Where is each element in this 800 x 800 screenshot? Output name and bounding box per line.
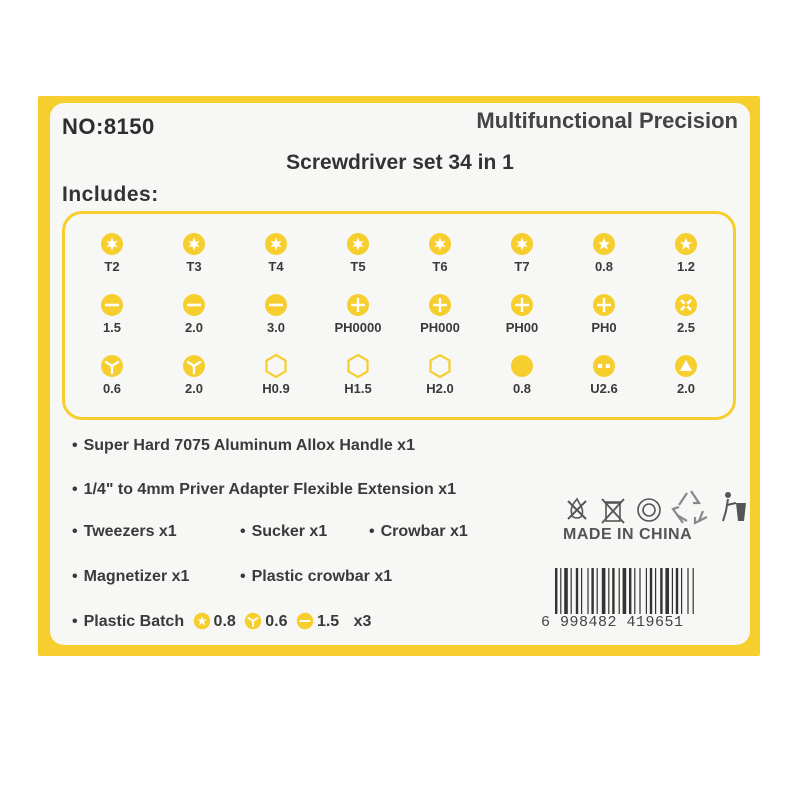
bit-label: T7 [514, 259, 530, 274]
tidyman-icon [718, 489, 750, 527]
torx-icon [346, 232, 370, 256]
bit-item [400, 293, 480, 335]
triangle-icon [674, 354, 698, 378]
batch-quantity: x3 [353, 613, 372, 630]
recycle-icon [669, 487, 713, 527]
bit-label: 1.5 [102, 320, 122, 335]
item-handle [72, 437, 415, 455]
bit-label: T4 [268, 259, 284, 274]
tri-wing-icon [182, 354, 206, 378]
barcode-number: 6 998482 419651 [541, 614, 741, 631]
bullet-icon: • [72, 481, 78, 498]
bit-item [72, 232, 152, 274]
bullet-icon: • [369, 523, 375, 540]
bit-label: 2.0 [184, 320, 204, 335]
bit-item [400, 232, 480, 274]
item-adapter [72, 481, 456, 499]
slotted-icon [264, 293, 288, 317]
no-burn-icon [560, 493, 594, 527]
item-magnetizer-text: Magnetizer x1 [83, 568, 190, 585]
hex-icon [264, 354, 288, 378]
torx-icon [428, 232, 452, 256]
phillips-icon [346, 293, 370, 317]
bullet-icon: • [240, 568, 246, 585]
bit-item [72, 293, 152, 335]
item-tweezers [72, 523, 177, 541]
bit-item [400, 354, 480, 396]
bit-label: H1.5 [344, 381, 372, 396]
bit-label: 0.8 [594, 259, 614, 274]
bit-label: 2.5 [676, 320, 696, 335]
bit-item [482, 354, 562, 396]
item-sucker-text: Sucker x1 [251, 523, 328, 540]
hex-icon [428, 354, 452, 378]
torx-icon [264, 232, 288, 256]
bit-item [564, 293, 644, 335]
bit-item [236, 232, 316, 274]
bit-label: 3.0 [266, 320, 286, 335]
bit-item [564, 354, 644, 396]
tri-wing-icon [100, 354, 124, 378]
phillips-icon [592, 293, 616, 317]
bit-label: U2.6 [590, 381, 618, 396]
item-handle-text: Super Hard 7075 Aluminum Allox Handle x1 [83, 437, 415, 454]
bit-item [318, 354, 398, 396]
bit-item [482, 293, 562, 335]
bit-item [564, 232, 644, 274]
cross-x-icon [674, 293, 698, 317]
product-subtitle: Screwdriver set 34 in 1 [286, 151, 514, 174]
bit-label: 0.8 [512, 381, 532, 396]
bit-item [646, 293, 726, 335]
bullet-icon: • [72, 437, 78, 454]
bit-item [482, 232, 562, 274]
bit-label: 2.0 [184, 381, 204, 396]
item-plastic-batch [72, 612, 371, 631]
bit-label: PH00 [505, 320, 539, 335]
pentalobe-icon [674, 232, 698, 256]
batch-label: Plastic Batch [83, 613, 185, 630]
bit-label: PH000 [420, 320, 460, 335]
bullet-icon: • [240, 523, 246, 540]
item-crowbar [369, 523, 468, 541]
bullet-icon: • [72, 568, 78, 585]
bit-label: T6 [432, 259, 448, 274]
bit-label: T5 [350, 259, 366, 274]
bit-label: H2.0 [426, 381, 454, 396]
hex-icon [346, 354, 370, 378]
bit-label: H0.9 [262, 381, 290, 396]
green-dot-icon [633, 493, 665, 527]
pentalobe-icon [193, 612, 211, 630]
bit-label: PH0000 [334, 320, 382, 335]
bit-item [318, 232, 398, 274]
bit-label: PH0 [591, 320, 617, 335]
slotted-icon [182, 293, 206, 317]
batch-value: 0.8 [213, 613, 236, 630]
item-plastic-crowbar [240, 568, 392, 586]
slotted-icon [296, 612, 314, 630]
model-number: NO:8150 [62, 114, 155, 139]
tri-wing-icon [244, 612, 262, 630]
bit-item [72, 354, 152, 396]
bit-item [236, 354, 316, 396]
bit-item [154, 293, 234, 335]
item-crowbar-text: Crowbar x1 [380, 523, 468, 540]
item-sucker [240, 523, 327, 541]
bit-label: T3 [186, 259, 202, 274]
bit-item [154, 232, 234, 274]
batch-value: 0.6 [265, 613, 288, 630]
torx-icon [100, 232, 124, 256]
bit-item [236, 293, 316, 335]
bit-item [646, 354, 726, 396]
batch-value: 1.5 [316, 613, 340, 630]
u-shape-icon [592, 354, 616, 378]
made-in-china: MADE IN CHINA [563, 526, 693, 543]
bullet-icon: • [72, 523, 78, 540]
bit-label: 0.6 [102, 381, 122, 396]
bit-item [318, 293, 398, 335]
bit-item [154, 354, 234, 396]
product-title: Multifunctional Precision [476, 108, 738, 133]
pentalobe-icon [592, 232, 616, 256]
torx-icon [182, 232, 206, 256]
bullet-icon: • [72, 613, 78, 630]
includes-heading: Includes: [62, 183, 159, 206]
bit-item [646, 232, 726, 274]
bit-label: 2.0 [676, 381, 696, 396]
dot-icon [510, 354, 534, 378]
slotted-icon [100, 293, 124, 317]
bit-label: 1.2 [676, 259, 696, 274]
item-plastic-crowbar-text: Plastic crowbar x1 [251, 568, 393, 585]
item-magnetizer [72, 568, 189, 586]
phillips-icon [428, 293, 452, 317]
item-adapter-text: 1/4" to 4mm Priver Adapter Flexible Extension x1 [83, 481, 457, 498]
phillips-icon [510, 293, 534, 317]
bit-label: T2 [104, 259, 120, 274]
torx-icon [510, 232, 534, 256]
no-trash-bin-icon [598, 493, 628, 527]
item-tweezers-text: Tweezers x1 [83, 523, 177, 540]
